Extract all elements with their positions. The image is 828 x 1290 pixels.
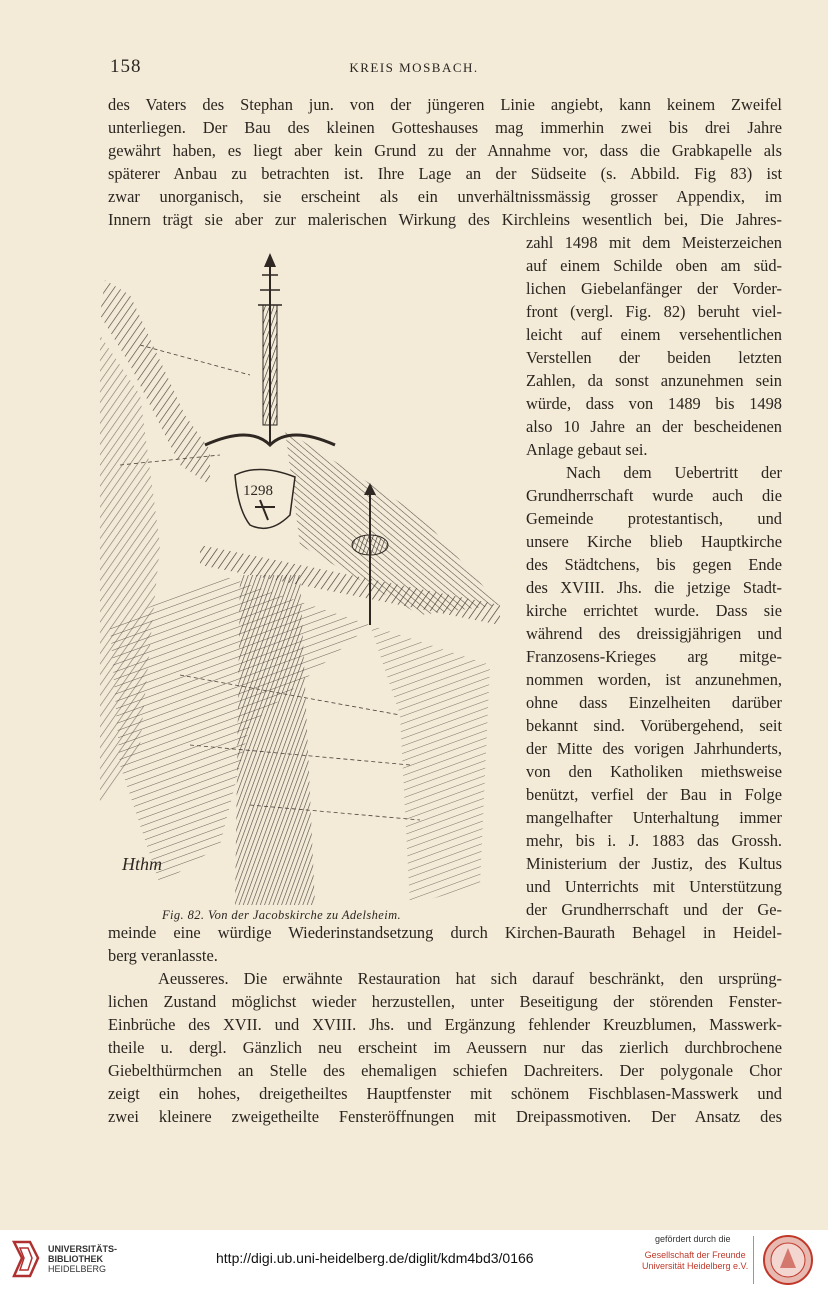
body-line: meinde eine würdige Wiederinstandsetzung durch Kirchen-Baurath Behagel in Heidel- [108,923,782,942]
side-line: ohne dass Einzelheiten darüber [526,693,782,712]
side-line: der Mitte des vorigen Jahrhunderts, [526,739,782,758]
body-line: Innern trägt sie aber zur malerischen Wirkung des Kirchleins wesentlich bei, Die Jahres- [108,210,782,229]
running-title: KREIS MOSBACH. [349,60,479,75]
body-line: berg veranlasste. [108,946,218,965]
side-line: benützt, verfiel der Bau in Folge [526,785,782,804]
shield-year: 1298 [243,483,273,499]
body-line: späterer Anbau zu betrachten ist. Ihre Lage an der Südseite (s. Abbild. Fig 83) ist [108,164,782,183]
body-line: Einbrüche des XVII. und XVIII. Jhs. und Ergänzung fehlender Kreuzblumen, Masswerk- [108,1015,782,1034]
side-line: nommen worden, ist anzunehmen, [526,670,782,689]
gable-drawing [100,245,520,910]
library-logo-icon[interactable] [10,1238,42,1280]
page-number: 158 [110,56,142,77]
footer-divider [753,1236,754,1284]
figure-82-illustration [100,245,520,910]
document-url-link[interactable]: http://digi.ub.uni-heidelberg.de/diglit/kdm4bd3/0166 [216,1250,534,1266]
side-line: Nach dem Uebertritt der [566,463,782,482]
artist-signature: Hthm [122,854,162,874]
side-line: Grundherrschaft wurde auch die [526,486,782,505]
side-line: und Unterrichts mit Unterstützung [526,877,782,896]
side-line: Gemeinde protestantisch, und [526,509,782,528]
side-line: front (vergl. Fig. 82) beruht viel- [526,302,782,321]
side-line: zahl 1498 mit dem Meisterzeichen [526,233,782,252]
university-seal-icon[interactable] [762,1234,814,1286]
side-line: also 10 Jahre an der bescheidenen [526,417,782,436]
body-line: Aeusseres. Die erwähnte Restauration hat sich darauf beschränkt, den ursprüng- [158,969,782,988]
side-line: während des dreissigjährigen und [526,624,782,643]
side-line: von den Katholiken miethsweise [526,762,782,781]
body-line: zeigt ein hohes, dreigetheiltes Hauptfenster mit schönem Fischblasen-Masswerk und [108,1084,782,1103]
side-line: mehr, bis i. J. 1883 das Grossh. [526,831,782,850]
digital-library-footer [0,1230,828,1290]
side-line: bekannt sind. Vorübergehend, seit [526,716,782,735]
body-line: zwar unorganisch, sie erscheint als ein unverhältnissmässig grosser Appendix, im [108,187,782,206]
side-line: Zahlen, da sonst anzunehmen sein [526,371,782,390]
side-line: mangelhafter Unterhaltung immer [526,808,782,827]
society-name-link[interactable]: Gesellschaft der Freunde Universität Heidelberg e.V. [642,1250,749,1271]
library-name[interactable]: UNIVERSITÄTS- BIBLIOTHEK HEIDELBERG [48,1244,118,1274]
funded-by-label: gefördert durch die [655,1234,731,1244]
body-line: zwei kleinere zweigetheilte Fensteröffnungen mit Dreipassmotiven. Der Ansatz des [108,1107,782,1126]
side-line: des XVIII. Jhs. die jetzige Stadt- [526,578,782,597]
side-line: Ministerium der Justiz, des Kultus [526,854,782,873]
side-line: Anlage gebaut sei. [526,440,648,459]
side-line: auf einem Schilde oben am süd- [526,256,782,275]
side-line: Verstellen der beiden letzten [526,348,782,367]
body-line: theile u. dergl. Gänzlich neu erscheint im Aeussern nur das zierlich durchbrochene [108,1038,782,1057]
body-line: gewährt haben, es liegt aber kein Grund zu der Annahme vor, dass die Grabkapelle als [108,141,782,160]
body-line: unterliegen. Der Bau des kleinen Gotteshauses mag immerhin zwei bis drei Jahre [108,118,782,137]
body-line: des Vaters des Stephan jun. von der jüngeren Linie angiebt, kann keinem Zweifel [108,95,782,114]
side-line: der Grundherrschaft und der Ge- [526,900,782,919]
side-line: lichen Giebelanfänger der Vorder- [526,279,782,298]
side-line: Franzosens-Krieges arg mitge- [526,647,782,666]
side-line: kirche errichtet wurde. Dass sie [526,601,782,620]
body-line: Giebelthürmchen an Stelle des ehemaligen schiefen Dachreiters. Der polygonale Chor [108,1061,782,1080]
side-line: unsere Kirche blieb Hauptkirche [526,532,782,551]
figure-caption: Fig. 82. Von der Jacobskirche zu Adelsheim. [162,908,402,922]
body-line: lichen Zustand möglichst wieder herzustellen, unter Beseitigung der störenden Fenster- [108,992,782,1011]
side-line: des Städtchens, bis gegen Ende [526,555,782,574]
side-line: würde, dass von 1489 bis 1498 [526,394,782,413]
side-line: leicht auf einem versehentlichen [526,325,782,344]
